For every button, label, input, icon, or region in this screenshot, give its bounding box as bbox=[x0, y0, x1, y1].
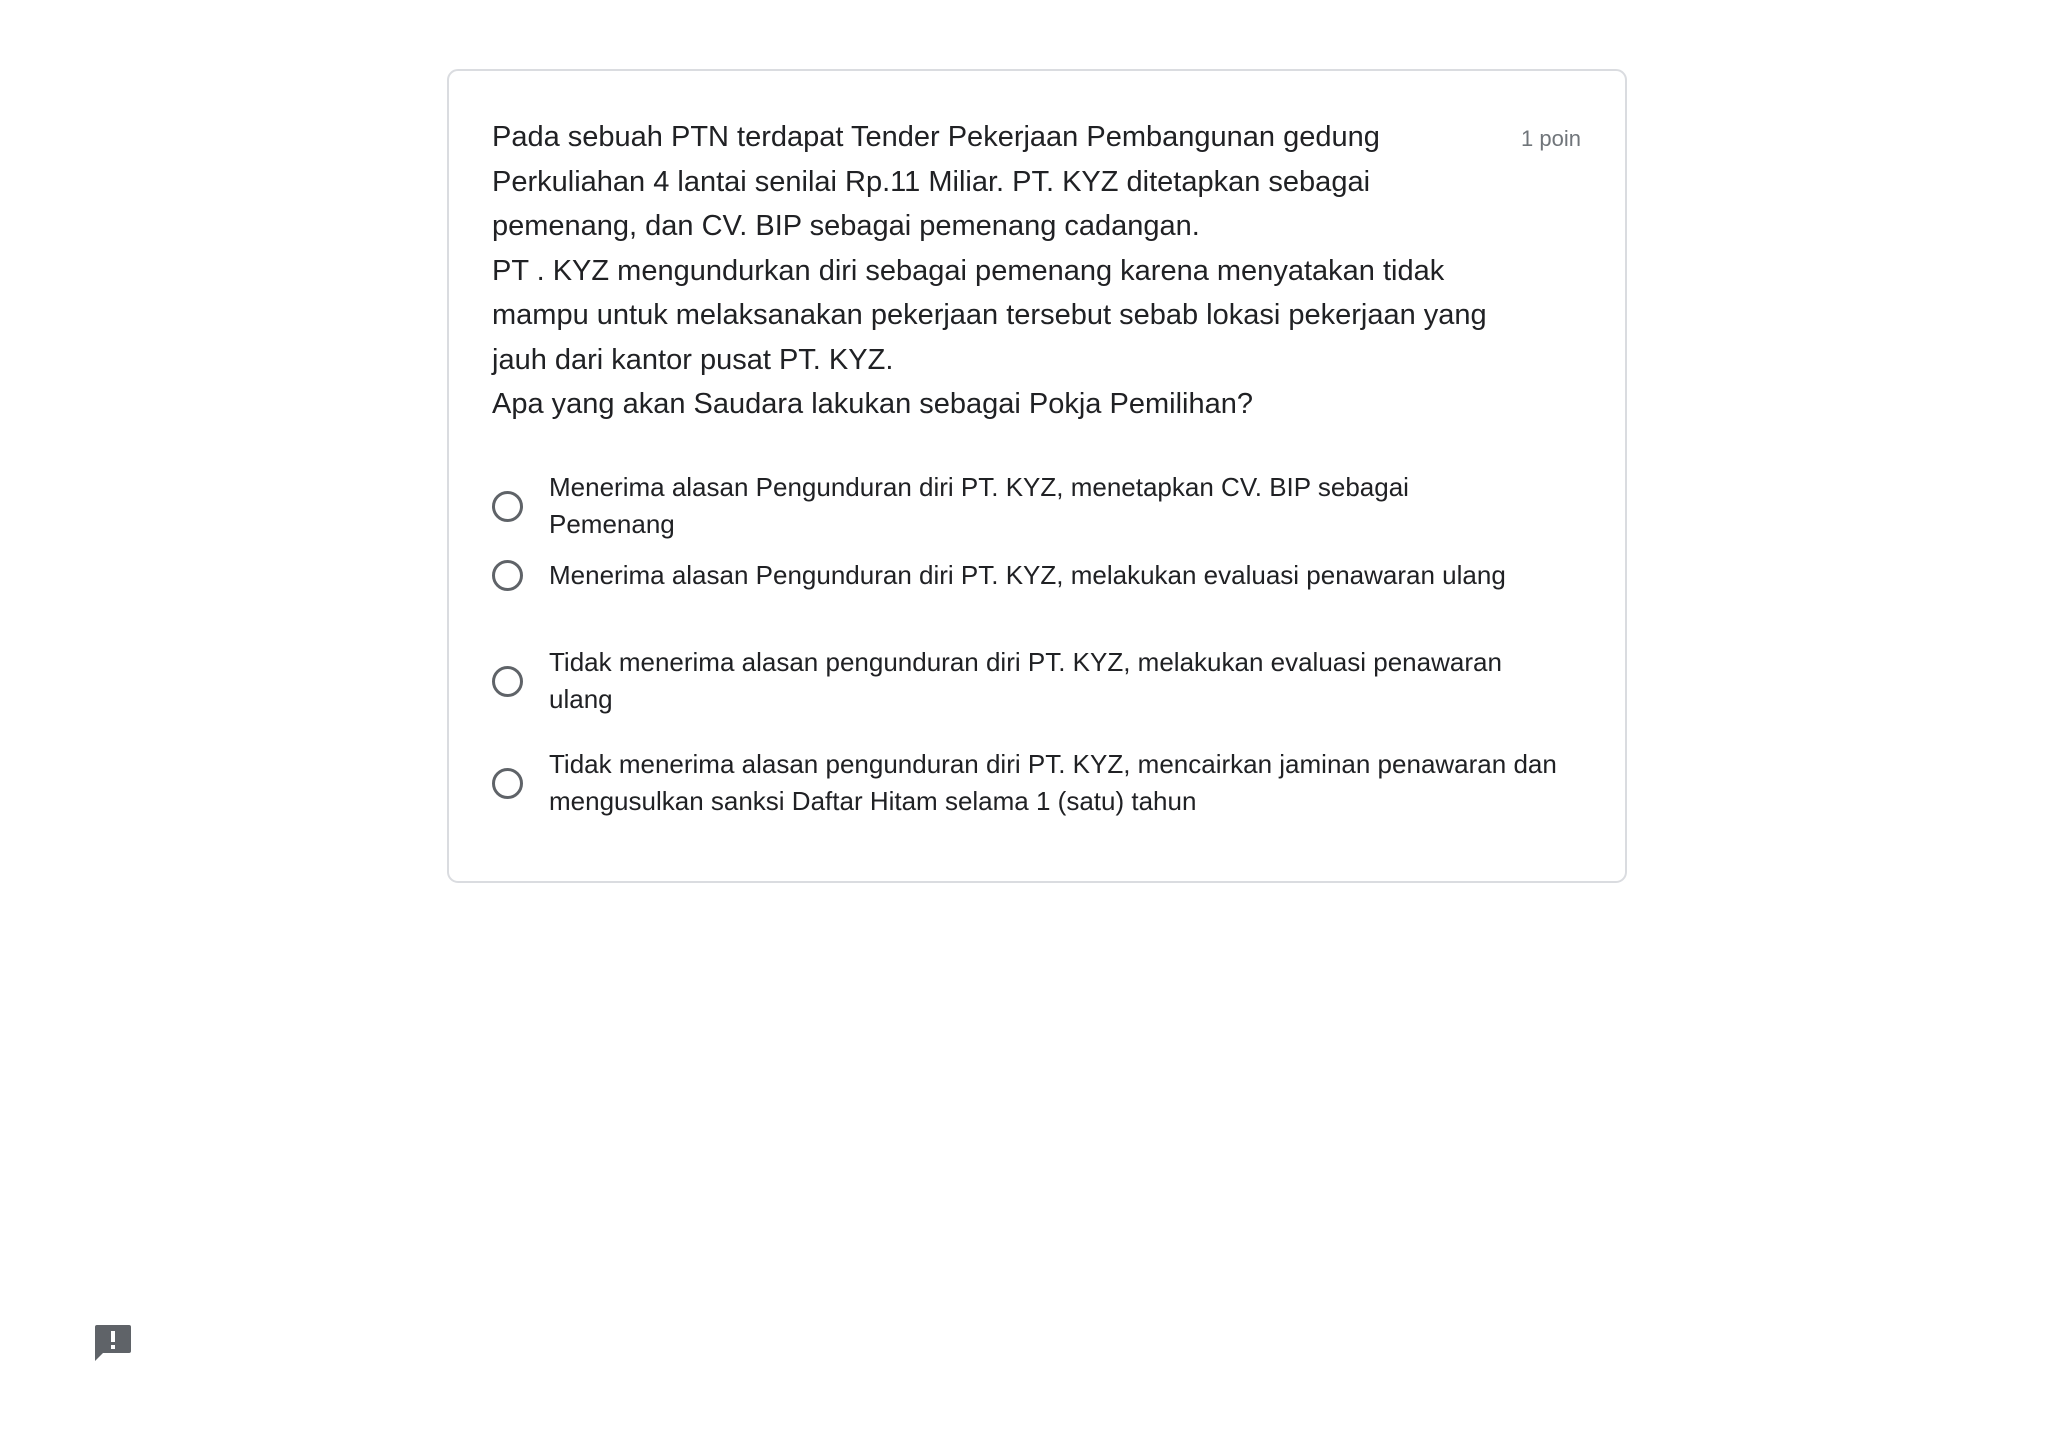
report-feedback-icon bbox=[93, 1323, 133, 1367]
radio-button[interactable] bbox=[492, 666, 523, 697]
option-4[interactable] bbox=[492, 746, 1565, 820]
option-3[interactable] bbox=[492, 644, 1565, 718]
option-1[interactable] bbox=[492, 469, 1565, 543]
option-label: Tidak menerima alasan pengunduran diri PT. KYZ, melakukan evaluasi penawaran ulang bbox=[549, 647, 1502, 714]
radio-button[interactable] bbox=[492, 560, 523, 591]
question-header bbox=[492, 115, 1581, 427]
points-label: 1 poin bbox=[1521, 126, 1581, 151]
radio-button[interactable] bbox=[492, 768, 523, 799]
report-feedback-button[interactable] bbox=[93, 1323, 133, 1367]
option-label: Menerima alasan Pengunduran diri PT. KYZ, menetapkan CV. BIP sebagai Pemenang bbox=[549, 472, 1409, 539]
question-card bbox=[447, 69, 1627, 883]
option-label: Tidak menerima alasan pengunduran diri PT. KYZ, mencairkan jaminan penawaran dan mengusulkan sanksi Daftar Hitam selama 1 (satu) tahun bbox=[549, 749, 1557, 816]
option-label: Menerima alasan Pengunduran diri PT. KYZ, melakukan evaluasi penawaran ulang bbox=[549, 560, 1506, 590]
radio-button[interactable] bbox=[492, 491, 523, 522]
question-text: Pada sebuah PTN terdapat Tender Pekerjaan Pembangunan gedung Perkuliahan 4 lantai senilai Rp.11 Miliar. PT. KYZ ditetapkan sebagai pemenang, dan CV. BIP sebagai pemenang cadangan. PT . KYZ mengundurkan diri sebagai pemenang karena menyatakan tidak mampu untuk melaksanakan pekerjaan tersebut sebab lokasi pekerjaan yang jauh dari kantor pusat PT. KYZ. Apa yang akan Saudara lakukan sebagai Pokja Pemilihan? bbox=[492, 121, 1487, 420]
option-2[interactable] bbox=[492, 557, 1565, 594]
